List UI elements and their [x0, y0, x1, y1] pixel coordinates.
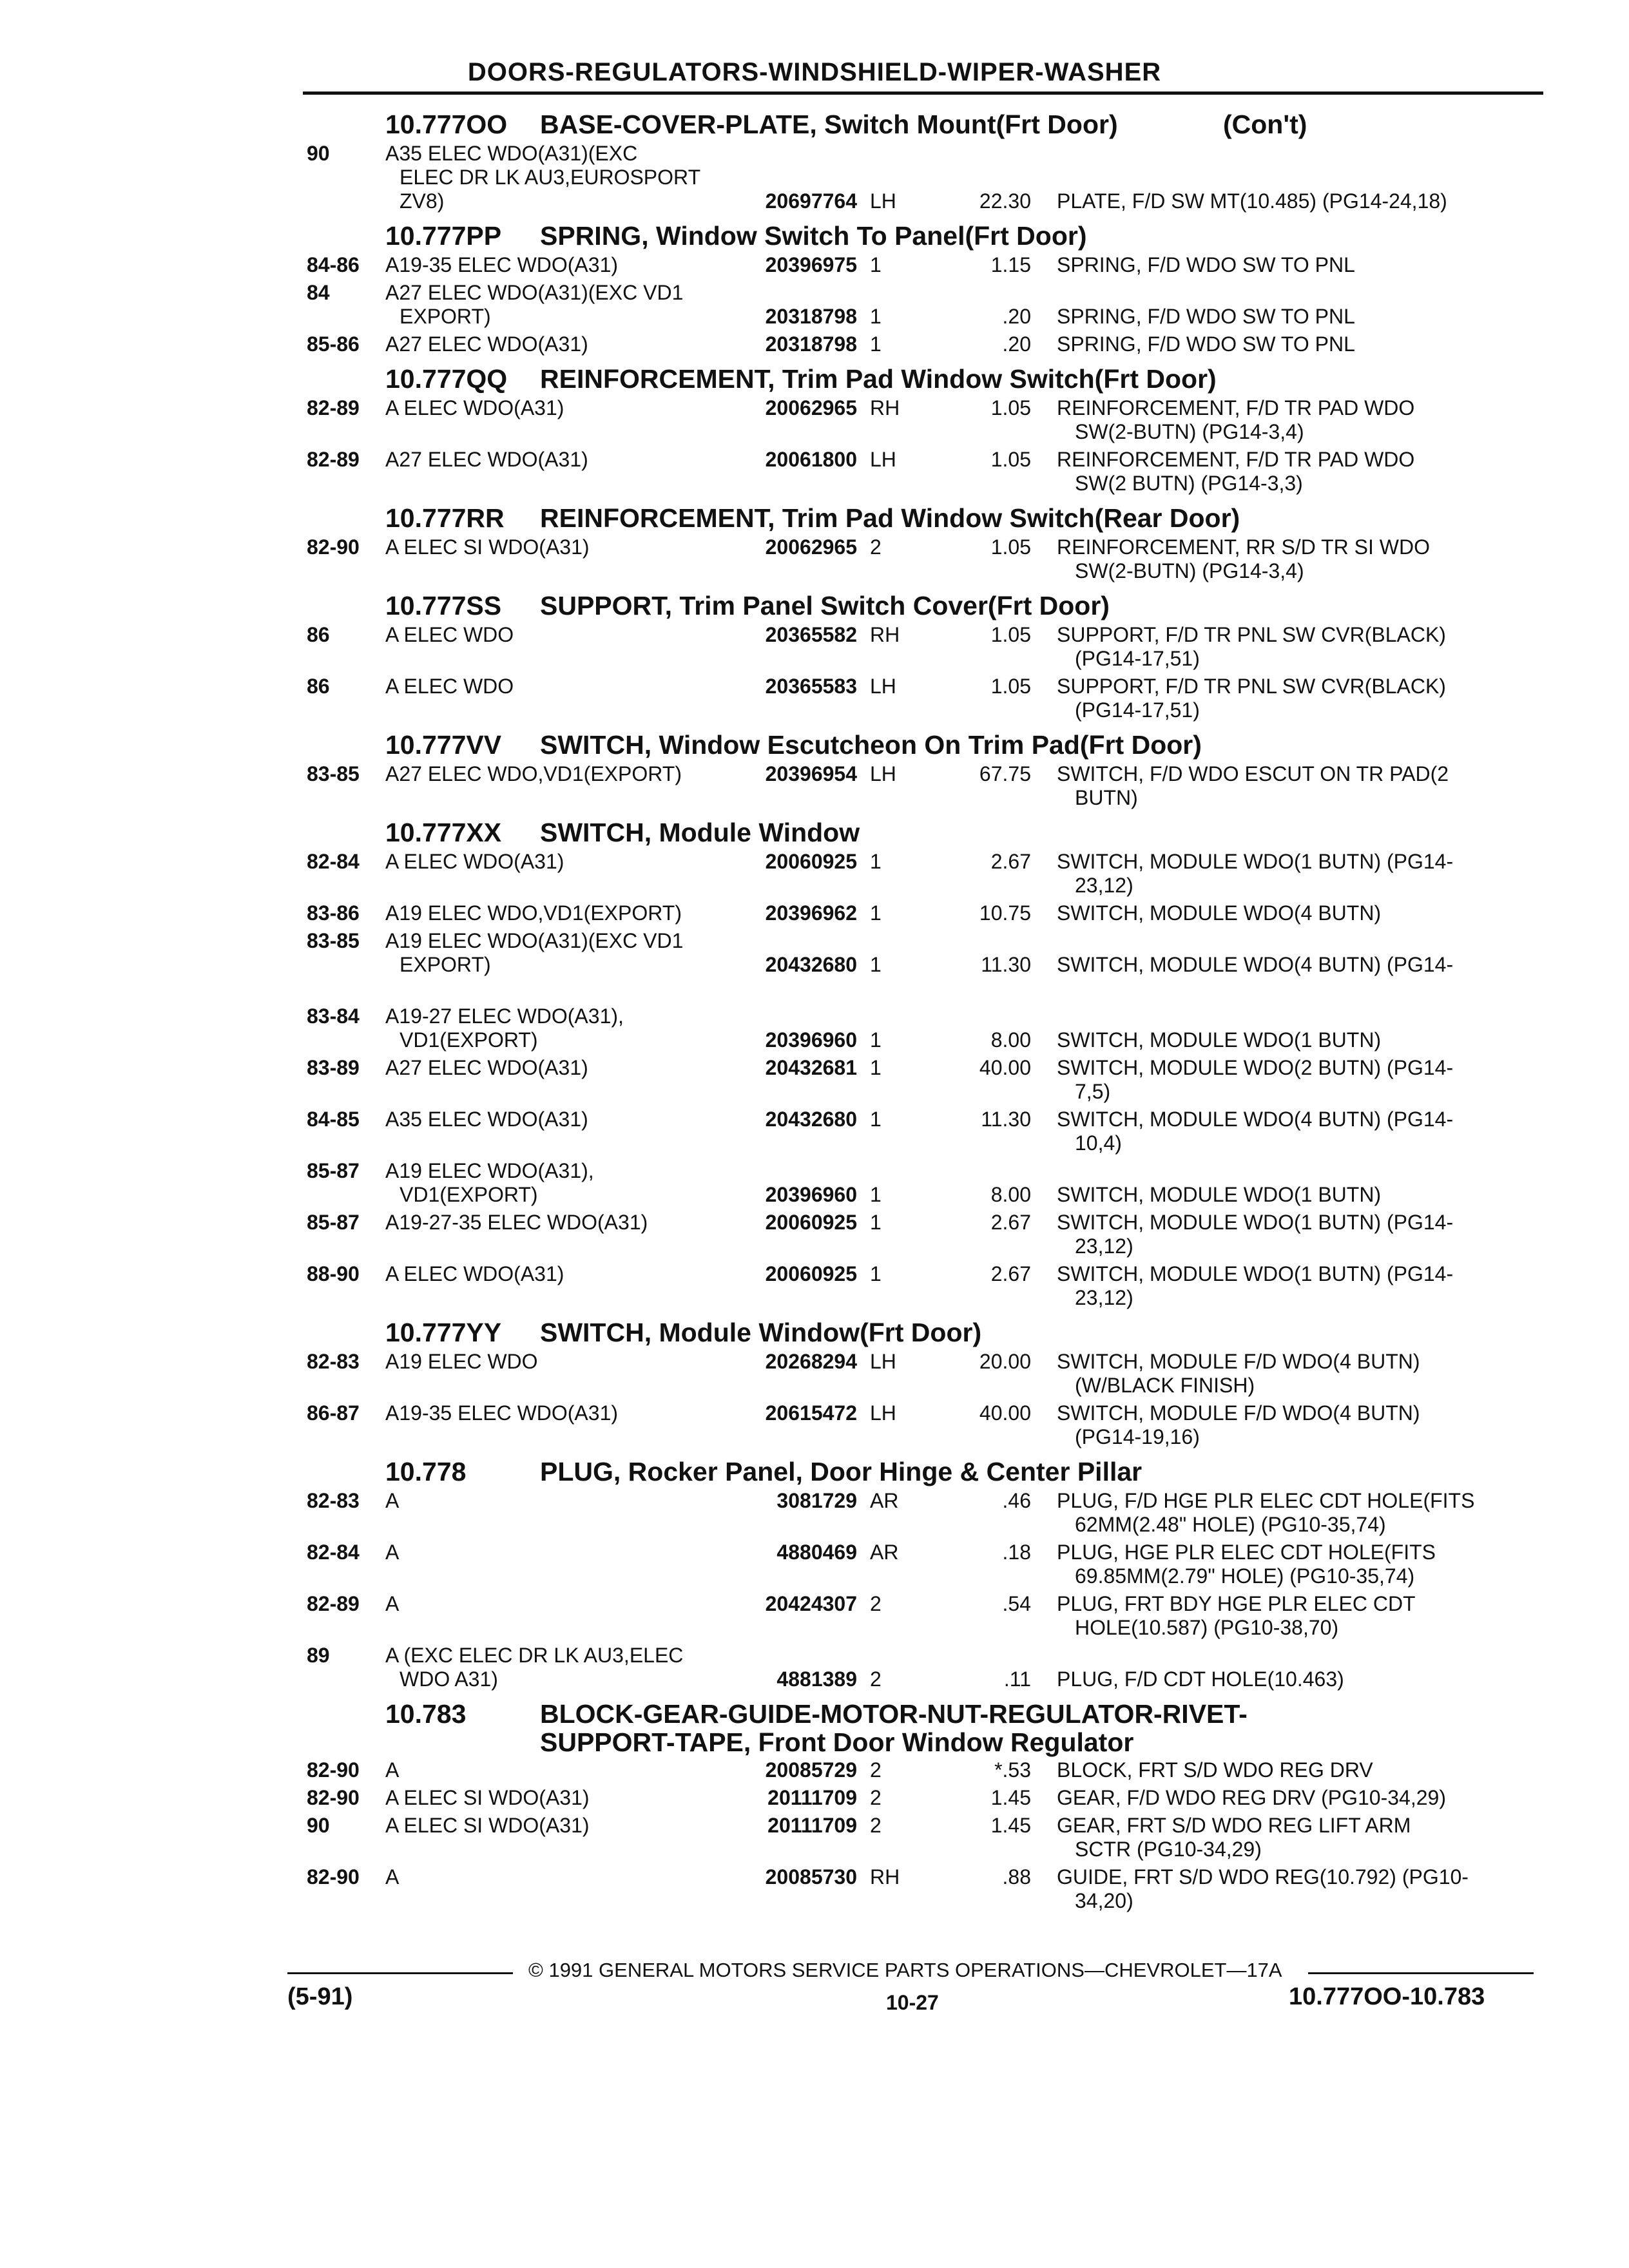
application-text: A19-27-35 ELEC WDO(A31): [385, 1211, 648, 1234]
quantity: 1: [870, 1056, 882, 1079]
page-title: DOORS-REGULATORS-WINDSHIELD-WIPER-WASHER: [467, 58, 1162, 86]
part-description: PLUG, F/D CDT HOLE(10.463): [1057, 1667, 1344, 1691]
section-title-line2: SUPPORT-TAPE, Front Door Window Regulator: [540, 1727, 1134, 1757]
price: 10.75: [979, 901, 1031, 925]
quantity: 1: [870, 1028, 882, 1052]
parts-row-line: [0, 305, 1629, 328]
part-description: REINFORCEMENT, F/D TR PAD WDO: [1057, 448, 1415, 471]
price: 1.15: [990, 253, 1031, 276]
year-range: 85-87: [307, 1159, 360, 1182]
year-range: 89: [307, 1644, 330, 1667]
part-number: 20060925: [765, 1262, 857, 1285]
section-continued: (Con't): [1223, 110, 1307, 139]
part-description: SUPPORT, F/D TR PNL SW CVR(BLACK): [1057, 675, 1446, 698]
part-number: 20085729: [765, 1758, 857, 1782]
part-description: GEAR, FRT S/D WDO REG LIFT ARM: [1057, 1814, 1411, 1837]
quantity: 1: [870, 1108, 882, 1131]
parts-row-line: [0, 253, 1629, 276]
application-text: A19 ELEC WDO(A31)(EXC VD1: [385, 929, 684, 952]
section-number: 10.777YY: [385, 1318, 502, 1347]
part-description: GEAR, F/D WDO REG DRV (PG10-34,29): [1057, 1786, 1446, 1809]
application-text: A: [385, 1541, 400, 1564]
price: 1.45: [990, 1814, 1031, 1837]
application-text: A ELEC WDO(A31): [385, 850, 564, 873]
part-description: SWITCH, MODULE F/D WDO(4 BUTN): [1057, 1350, 1420, 1373]
parts-row-line: [0, 1108, 1629, 1131]
quantity: LH: [870, 1350, 896, 1373]
part-description: SWITCH, MODULE WDO(1 BUTN): [1057, 1028, 1382, 1052]
part-number: 20060925: [765, 1211, 857, 1234]
quantity: LH: [870, 1401, 896, 1425]
parts-row-line: [0, 1235, 1629, 1258]
price: 20.00: [979, 1350, 1031, 1373]
parts-row-line: [0, 1159, 1629, 1182]
year-range: 90: [307, 1814, 330, 1837]
section-title: SWITCH, Window Escutcheon On Trim Pad(Frt Door): [540, 730, 1202, 760]
price: 2.67: [990, 850, 1031, 873]
quantity: LH: [870, 189, 896, 213]
year-range: 82-89: [307, 448, 360, 471]
year-range: 84: [307, 281, 330, 304]
parts-row-line: [0, 1374, 1629, 1397]
part-description: SWITCH, MODULE WDO(4 BUTN) (PG14-: [1057, 1108, 1454, 1131]
part-description: SWITCH, MODULE WDO(1 BUTN): [1057, 1183, 1382, 1206]
parts-row-line: [0, 929, 1629, 952]
section-number: 10.778: [385, 1457, 467, 1486]
parts-row-line: [0, 1814, 1629, 1837]
year-range: 82-90: [307, 535, 360, 559]
application-text: A35 ELEC WDO(A31)(EXC: [385, 142, 638, 165]
quantity: 1: [870, 305, 882, 328]
application-text: A19-27 ELEC WDO(A31),: [385, 1004, 624, 1028]
part-description: PLATE, F/D SW MT(10.485) (PG14-24,18): [1057, 189, 1447, 213]
application-text: A: [385, 1592, 400, 1615]
application-text: A27 ELEC WDO(A31): [385, 332, 588, 356]
section-title: SWITCH, Module Window(Frt Door): [540, 1318, 982, 1347]
part-description: GUIDE, FRT S/D WDO REG(10.792) (PG10-: [1057, 1865, 1469, 1888]
section-title: REINFORCEMENT, Trim Pad Window Switch(Frt Door): [540, 364, 1217, 394]
parts-row-line: [0, 698, 1629, 722]
part-description: SWITCH, MODULE WDO(4 BUTN): [1057, 901, 1382, 925]
parts-row-line: [0, 535, 1629, 559]
part-description: 62MM(2.48" HOLE) (PG10-35,74): [1075, 1513, 1386, 1536]
application-text: A27 ELEC WDO(A31): [385, 1056, 588, 1079]
application-text: VD1(EXPORT): [400, 1183, 538, 1206]
application-text: A ELEC WDO(A31): [385, 396, 564, 419]
price: 8.00: [990, 1028, 1031, 1052]
section-title: BLOCK-GEAR-GUIDE-MOTOR-NUT-REGULATOR-RIVET-: [540, 1699, 1248, 1729]
price: 40.00: [979, 1056, 1031, 1079]
part-description: PLUG, HGE PLR ELEC CDT HOLE(FITS: [1057, 1541, 1436, 1564]
parts-row-line: [0, 1513, 1629, 1536]
application-text: A: [385, 1489, 400, 1512]
part-description: SWITCH, MODULE WDO(4 BUTN) (PG14-: [1057, 953, 1454, 976]
section-number: 10.777QQ: [385, 364, 508, 394]
year-range: 85-86: [307, 332, 360, 356]
parts-row-line: [0, 281, 1629, 304]
price: 1.05: [990, 535, 1031, 559]
section-heading: [385, 1318, 981, 1347]
application-text: A ELEC WDO: [385, 675, 514, 698]
quantity: 2: [870, 1758, 882, 1782]
part-description: PLUG, FRT BDY HGE PLR ELEC CDT: [1057, 1592, 1416, 1615]
quantity: 1: [870, 850, 882, 873]
part-number: 20432681: [765, 1056, 857, 1079]
parts-row-line: [0, 786, 1629, 809]
part-number: 20396975: [765, 253, 857, 276]
part-description: REINFORCEMENT, RR S/D TR SI WDO: [1057, 535, 1430, 559]
section-number: 10.777RR: [385, 503, 505, 533]
part-number: 20396960: [765, 1183, 857, 1206]
application-text: WDO A31): [400, 1667, 498, 1691]
quantity: LH: [870, 448, 896, 471]
part-description: 23,12): [1075, 1235, 1133, 1258]
quantity: RH: [870, 1865, 900, 1888]
part-number: 20396954: [765, 762, 857, 785]
part-description: SWITCH, MODULE WDO(1 BUTN) (PG14-: [1057, 850, 1454, 873]
quantity: AR: [870, 1489, 899, 1512]
part-description: BUTN): [1075, 786, 1138, 809]
quantity: LH: [870, 762, 896, 785]
application-text: A ELEC WDO(A31): [385, 1262, 564, 1285]
price: .54: [1002, 1592, 1031, 1615]
parts-row-line: [0, 1080, 1629, 1103]
price: .18: [1002, 1541, 1031, 1564]
parts-row-line: [0, 762, 1629, 785]
quantity: 1: [870, 1211, 882, 1234]
application-text: A: [385, 1758, 400, 1782]
quantity: 2: [870, 1786, 882, 1809]
parts-row-line: [0, 1489, 1629, 1512]
price: 1.05: [990, 396, 1031, 419]
price: .20: [1002, 305, 1031, 328]
parts-row-line: [0, 166, 1629, 189]
part-number: 20268294: [765, 1350, 857, 1373]
price: 22.30: [979, 189, 1031, 213]
application-text: A ELEC SI WDO(A31): [385, 1814, 590, 1837]
application-text: A19-35 ELEC WDO(A31): [385, 1401, 619, 1425]
part-description: (PG14-17,51): [1075, 647, 1200, 670]
year-range: 90: [307, 142, 330, 165]
application-text: A19 ELEC WDO(A31),: [385, 1159, 594, 1182]
price: .11: [1003, 1667, 1031, 1691]
parts-row-line: [0, 396, 1629, 419]
year-range: 83-85: [307, 929, 360, 952]
section-heading-cont: [385, 1727, 1133, 1757]
part-description: SWITCH, MODULE WDO(1 BUTN) (PG14-: [1057, 1211, 1454, 1234]
price: .20: [1002, 332, 1031, 356]
year-range: 84-86: [307, 253, 360, 276]
parts-row-line: [0, 1644, 1629, 1667]
part-number: 20318798: [765, 305, 857, 328]
part-number: 20396960: [765, 1028, 857, 1052]
part-number: 20061800: [765, 448, 857, 471]
parts-row-line: [0, 1131, 1629, 1155]
application-text: A27 ELEC WDO,VD1(EXPORT): [385, 762, 682, 785]
part-description: HOLE(10.587) (PG10-38,70): [1075, 1616, 1339, 1639]
year-range: 83-84: [307, 1004, 360, 1028]
part-number: 20062965: [765, 396, 857, 419]
part-number: 4881389: [776, 1667, 857, 1691]
quantity: 1: [870, 253, 882, 276]
year-range: 83-89: [307, 1056, 360, 1079]
part-description: SWITCH, F/D WDO ESCUT ON TR PAD(2: [1057, 762, 1449, 785]
parts-row-line: [0, 675, 1629, 698]
part-description: 23,12): [1075, 1286, 1133, 1309]
part-description: 10,4): [1075, 1131, 1122, 1155]
parts-row-line: [0, 1616, 1629, 1639]
parts-row-line: [0, 1592, 1629, 1615]
section-title: REINFORCEMENT, Trim Pad Window Switch(Rear Door): [540, 503, 1240, 533]
part-description: SWITCH, MODULE WDO(2 BUTN) (PG14-: [1057, 1056, 1454, 1079]
parts-row-line: [0, 953, 1629, 976]
application-text: ELEC DR LK AU3,EUROSPORT: [400, 166, 701, 189]
section-number: 10.777SS: [385, 591, 502, 620]
parts-row-line: [0, 1401, 1629, 1425]
parts-row-line: [0, 1667, 1629, 1691]
part-description: 23,12): [1075, 874, 1133, 897]
section-heading: [385, 221, 1086, 251]
part-number: 20615472: [765, 1401, 857, 1425]
year-range: 82-84: [307, 850, 360, 873]
price: 1.05: [990, 623, 1031, 646]
price: 8.00: [990, 1183, 1031, 1206]
parts-row-line: [0, 189, 1629, 213]
price: 2.67: [990, 1211, 1031, 1234]
part-description: (PG14-17,51): [1075, 698, 1200, 722]
year-range: 82-89: [307, 396, 360, 419]
parts-row-line: [0, 1865, 1629, 1888]
part-number: 20060925: [765, 850, 857, 873]
application-text: EXPORT): [400, 953, 491, 976]
parts-row-line: [0, 1056, 1629, 1079]
part-number: 20318798: [765, 332, 857, 356]
year-range: 84-85: [307, 1108, 360, 1131]
parts-row-line: [0, 448, 1629, 471]
parts-row-line: [0, 1350, 1629, 1373]
application-text: EXPORT): [400, 305, 491, 328]
part-number: 20085730: [765, 1865, 857, 1888]
part-description: SPRING, F/D WDO SW TO PNL: [1057, 332, 1355, 356]
quantity: 1: [870, 1262, 882, 1285]
parts-row-line: [0, 142, 1629, 165]
part-description: BLOCK, FRT S/D WDO REG DRV: [1057, 1758, 1373, 1782]
parts-row-line: [0, 1004, 1629, 1028]
footer-rule-right: [1308, 1972, 1534, 1974]
part-description: SPRING, F/D WDO SW TO PNL: [1057, 305, 1355, 328]
parts-row-line: [0, 1028, 1629, 1052]
application-text: A: [385, 1865, 400, 1888]
footer-copyright: © 1991 GENERAL MOTORS SERVICE PARTS OPERATIONS—CHEVROLET—17A: [528, 1959, 1282, 1981]
price: 67.75: [979, 762, 1031, 785]
part-description: PLUG, F/D HGE PLR ELEC CDT HOLE(FITS: [1057, 1489, 1475, 1512]
parts-row-line: [0, 1564, 1629, 1588]
price: 1.45: [990, 1786, 1031, 1809]
year-range: 86: [307, 675, 330, 698]
application-text: A (EXC ELEC DR LK AU3,ELEC: [385, 1644, 684, 1667]
parts-row-line: [0, 874, 1629, 897]
price: 11.30: [981, 953, 1031, 976]
application-text: A19 ELEC WDO,VD1(EXPORT): [385, 901, 682, 925]
part-description: SW(2 BUTN) (PG14-3,3): [1075, 472, 1303, 495]
part-number: 3081729: [776, 1489, 857, 1512]
section-title: SWITCH, Module Window: [540, 818, 860, 847]
footer-page-number: 10-27: [886, 1991, 939, 2014]
section-heading: [385, 503, 1240, 533]
year-range: 86: [307, 623, 330, 646]
part-description: (PG14-19,16): [1075, 1425, 1200, 1448]
quantity: RH: [870, 396, 900, 419]
part-description: SWITCH, MODULE F/D WDO(4 BUTN): [1057, 1401, 1420, 1425]
quantity: RH: [870, 623, 900, 646]
price: 2.67: [990, 1262, 1031, 1285]
part-number: 20396962: [765, 901, 857, 925]
price: .88: [1002, 1865, 1031, 1888]
parts-row-line: [0, 1786, 1629, 1809]
parts-row-line: [0, 472, 1629, 495]
section-heading: [385, 591, 1110, 620]
section-title: SPRING, Window Switch To Panel(Frt Door): [540, 221, 1087, 251]
year-range: 82-83: [307, 1489, 360, 1512]
quantity: 1: [870, 953, 882, 976]
section-number: 10.777VV: [385, 730, 502, 760]
parts-row-line: [0, 901, 1629, 925]
price: 1.05: [990, 675, 1031, 698]
year-range: 82-84: [307, 1541, 360, 1564]
section-title: SUPPORT, Trim Panel Switch Cover(Frt Door): [540, 591, 1110, 620]
part-number: 20111709: [767, 1814, 857, 1837]
parts-row-line: [0, 1758, 1629, 1782]
parts-row-line: [0, 623, 1629, 646]
part-description: 7,5): [1075, 1080, 1111, 1103]
application-text: A35 ELEC WDO(A31): [385, 1108, 588, 1131]
year-range: 82-90: [307, 1786, 360, 1809]
price: .46: [1002, 1489, 1031, 1512]
parts-row-line: [0, 1425, 1629, 1448]
part-description: 34,20): [1075, 1889, 1133, 1912]
part-number: 4880469: [776, 1541, 857, 1564]
part-description: (W/BLACK FINISH): [1075, 1374, 1255, 1397]
application-text: ZV8): [400, 189, 445, 213]
application-text: VD1(EXPORT): [400, 1028, 538, 1052]
price: 11.30: [981, 1108, 1031, 1131]
parts-row-line: [0, 1211, 1629, 1234]
quantity: 2: [870, 1667, 882, 1691]
part-description: SWITCH, MODULE WDO(1 BUTN) (PG14-: [1057, 1262, 1454, 1285]
parts-row-line: [0, 850, 1629, 873]
application-text: A19 ELEC WDO: [385, 1350, 538, 1373]
part-description: SW(2-BUTN) (PG14-3,4): [1075, 559, 1304, 582]
part-description: SPRING, F/D WDO SW TO PNL: [1057, 253, 1355, 276]
part-number: 20365582: [765, 623, 857, 646]
quantity: 1: [870, 1183, 882, 1206]
parts-row-line: [0, 647, 1629, 670]
parts-row-line: [0, 1183, 1629, 1206]
price: 1.05: [990, 448, 1031, 471]
parts-row-line: [0, 559, 1629, 582]
year-range: 82-90: [307, 1865, 360, 1888]
section-heading: [385, 1699, 1248, 1729]
year-range: 83-85: [307, 762, 360, 785]
parts-row-line: [0, 1262, 1629, 1285]
section-heading: [385, 110, 1307, 139]
application-text: A ELEC SI WDO(A31): [385, 1786, 590, 1809]
application-text: A ELEC WDO: [385, 623, 514, 646]
parts-row-line: [0, 1541, 1629, 1564]
quantity: 2: [870, 1814, 882, 1837]
parts-row-line: [0, 1889, 1629, 1912]
part-description: REINFORCEMENT, F/D TR PAD WDO: [1057, 396, 1415, 419]
section-title: PLUG, Rocker Panel, Door Hinge & Center Pillar: [540, 1457, 1142, 1486]
part-number: 20424307: [765, 1592, 857, 1615]
application-text: A27 ELEC WDO(A31): [385, 448, 588, 471]
part-number: 20062965: [765, 535, 857, 559]
quantity: 1: [870, 901, 882, 925]
section-heading: [385, 730, 1202, 760]
part-number: 20432680: [765, 1108, 857, 1131]
quantity: AR: [870, 1541, 899, 1564]
section-title: BASE-COVER-PLATE, Switch Mount(Frt Door): [540, 110, 1118, 139]
year-range: 82-90: [307, 1758, 360, 1782]
section-number: 10.777XX: [385, 818, 502, 847]
part-description: SW(2-BUTN) (PG14-3,4): [1075, 420, 1304, 443]
section-heading: [385, 1457, 1142, 1486]
section-number: 10.777PP: [385, 221, 502, 251]
part-number: 20111709: [767, 1786, 857, 1809]
parts-row-line: [0, 420, 1629, 443]
year-range: 85-87: [307, 1211, 360, 1234]
quantity: 2: [870, 1592, 882, 1615]
parts-row-line: [0, 1838, 1629, 1861]
footer-date: (5-91): [287, 1983, 353, 2010]
part-description: SUPPORT, F/D TR PNL SW CVR(BLACK): [1057, 623, 1446, 646]
year-range: 88-90: [307, 1262, 360, 1285]
application-text: A27 ELEC WDO(A31)(EXC VD1: [385, 281, 684, 304]
section-number: 10.777OO: [385, 110, 508, 139]
part-number: 20365583: [765, 675, 857, 698]
price: *.53: [994, 1758, 1031, 1782]
section-heading: [385, 364, 1217, 394]
footer-rule-left: [287, 1972, 513, 1974]
part-description: 69.85MM(2.79" HOLE) (PG10-35,74): [1075, 1564, 1415, 1588]
application-text: A19-35 ELEC WDO(A31): [385, 253, 619, 276]
quantity: LH: [870, 675, 896, 698]
section-number: 10.783: [385, 1699, 467, 1729]
part-description: SCTR (PG10-34,29): [1075, 1838, 1262, 1861]
application-text: A ELEC SI WDO(A31): [385, 535, 590, 559]
parts-row-line: [0, 1286, 1629, 1309]
part-number: 20432680: [765, 953, 857, 976]
year-range: 86-87: [307, 1401, 360, 1425]
footer-range: 10.777OO-10.783: [1289, 1983, 1485, 2010]
quantity: 1: [870, 332, 882, 356]
section-heading: [385, 818, 860, 847]
year-range: 82-89: [307, 1592, 360, 1615]
year-range: 83-86: [307, 901, 360, 925]
year-range: 82-83: [307, 1350, 360, 1373]
parts-row-line: [0, 332, 1629, 356]
quantity: 2: [870, 535, 882, 559]
price: 40.00: [979, 1401, 1031, 1425]
part-number: 20697764: [765, 189, 857, 213]
